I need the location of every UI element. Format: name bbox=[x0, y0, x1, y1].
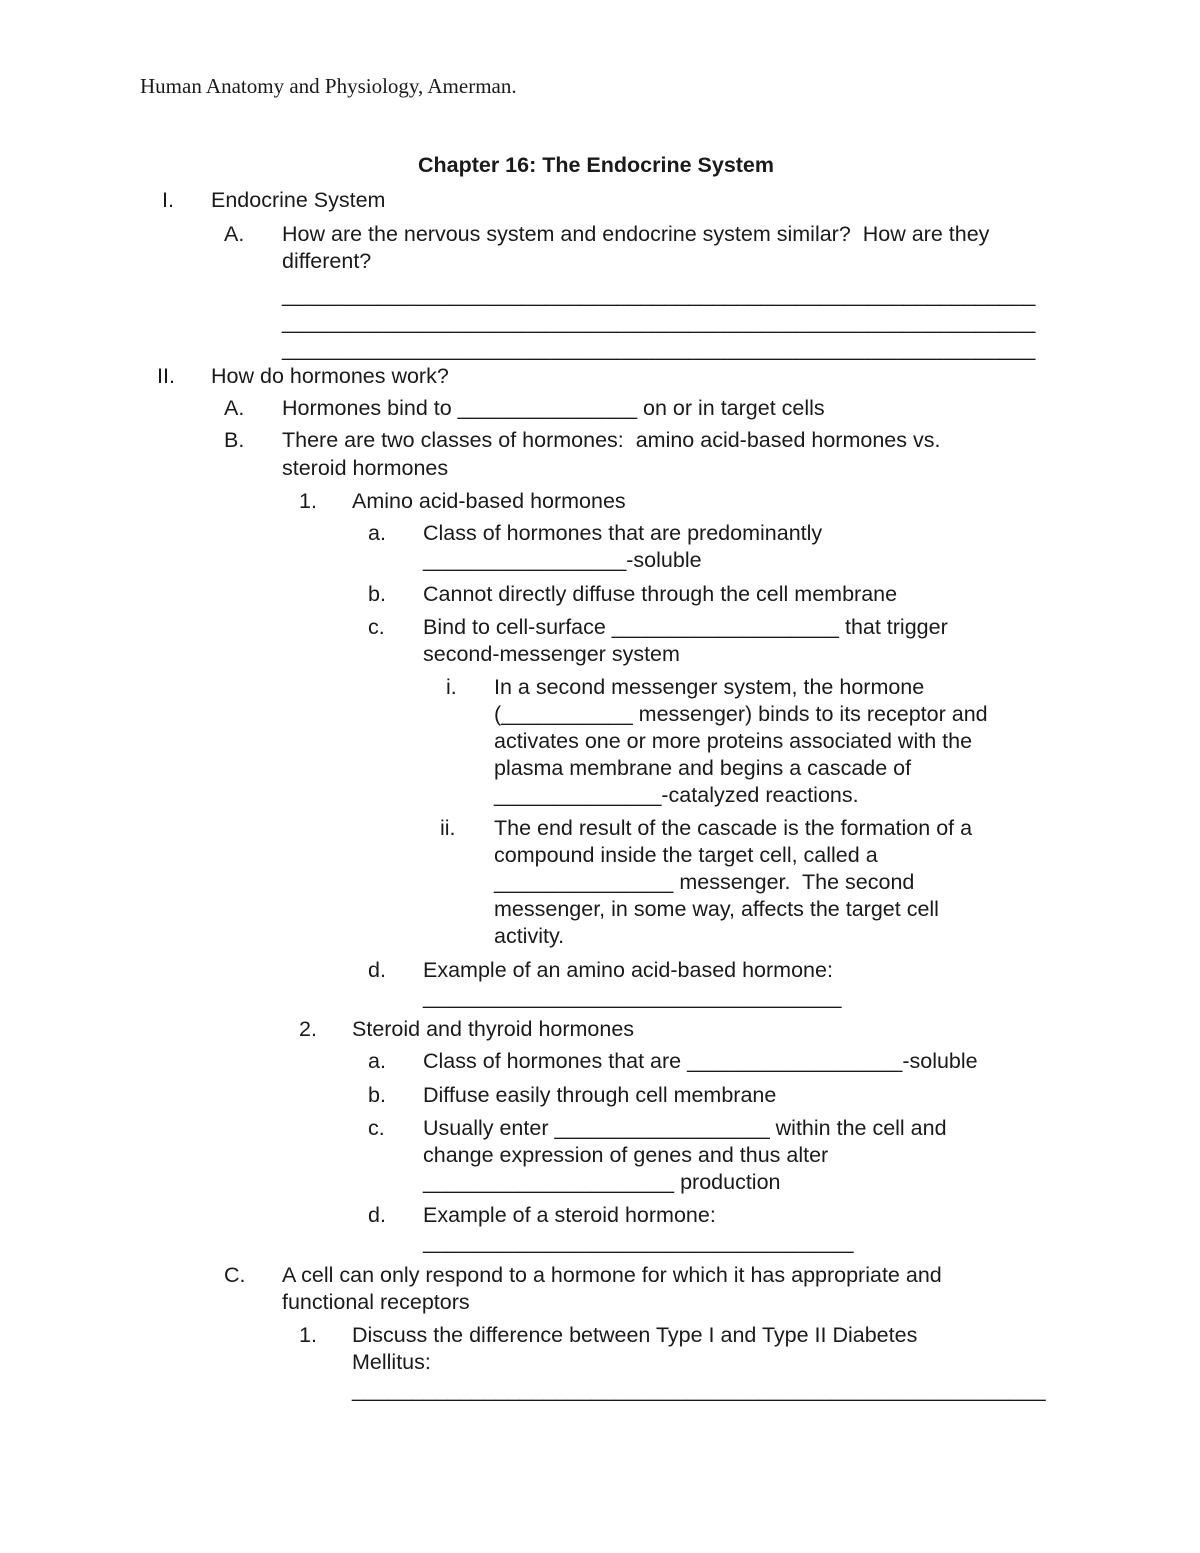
outline-marker: A. bbox=[224, 396, 245, 420]
outline-marker: a. bbox=[368, 1049, 386, 1073]
outline-marker: 1. bbox=[299, 1323, 317, 1347]
outline-text: steroid hormones bbox=[282, 456, 449, 480]
outline-marker: ii. bbox=[440, 816, 456, 840]
outline-marker: d. bbox=[368, 958, 386, 982]
outline-text: _________________-soluble bbox=[423, 548, 702, 572]
outline-text: Steroid and thyroid hormones bbox=[352, 1017, 635, 1041]
answer-blank-line: ___________________________________ bbox=[423, 985, 842, 1009]
outline-text: How are the nervous system and endocrine system similar? How are they bbox=[282, 222, 990, 246]
answer-blank-line: _______________________________________________________________ bbox=[282, 310, 1036, 334]
outline-text: _______________ messenger. The second bbox=[494, 870, 915, 894]
outline-marker: b. bbox=[368, 582, 386, 606]
outline-marker: B. bbox=[224, 428, 245, 452]
outline-marker: C. bbox=[224, 1263, 246, 1287]
outline-text: ______________-catalyzed reactions. bbox=[494, 783, 859, 807]
outline-marker: 2. bbox=[299, 1017, 317, 1041]
outline-text: Discuss the difference between Type I and Type II Diabetes bbox=[352, 1323, 918, 1347]
answer-blank-line: ____________________________________ bbox=[423, 1230, 854, 1254]
outline-marker: a. bbox=[368, 521, 386, 545]
document-header: Human Anatomy and Physiology, Amerman. bbox=[140, 74, 517, 98]
answer-blank-line: __________________________________________________________ bbox=[352, 1378, 1046, 1402]
outline-marker: i. bbox=[446, 675, 457, 699]
outline-text: Example of a steroid hormone: bbox=[423, 1203, 716, 1227]
outline-text: different? bbox=[282, 249, 372, 273]
outline-text: (___________ messenger) binds to its receptor and bbox=[494, 702, 988, 726]
outline-text: _____________________ production bbox=[423, 1170, 781, 1194]
outline-text: Mellitus: bbox=[352, 1350, 431, 1374]
outline-text: plasma membrane and begins a cascade of bbox=[494, 756, 912, 780]
page-title: Chapter 16: The Endocrine System bbox=[417, 153, 775, 177]
outline-text: Bind to cell-surface ___________________ that trigger bbox=[423, 615, 948, 639]
outline-text: Class of hormones that are __________________-soluble bbox=[423, 1049, 978, 1073]
outline-text: functional receptors bbox=[282, 1290, 470, 1314]
outline-text: Diffuse easily through cell membrane bbox=[423, 1083, 777, 1107]
outline-text: The end result of the cascade is the formation of a bbox=[494, 816, 973, 840]
outline-marker: c. bbox=[368, 1116, 385, 1140]
outline-marker: 1. bbox=[299, 489, 317, 513]
answer-blank-line: _______________________________________________________________ bbox=[282, 337, 1036, 361]
outline-text: messenger, in some way, affects the target cell bbox=[494, 897, 939, 921]
answer-blank-line: _______________________________________________________________ bbox=[282, 283, 1036, 307]
outline-text: change expression of genes and thus alter bbox=[423, 1143, 829, 1167]
outline-text: There are two classes of hormones: amino acid-based hormones vs. bbox=[282, 428, 941, 452]
outline-text: Class of hormones that are predominantly bbox=[423, 521, 823, 545]
outline-text: second-messenger system bbox=[423, 642, 680, 666]
outline-text: compound inside the target cell, called a bbox=[494, 843, 878, 867]
outline-text: A cell can only respond to a hormone for which it has appropriate and bbox=[282, 1263, 942, 1287]
outline-text: activity. bbox=[494, 924, 565, 948]
outline-marker: II. bbox=[157, 364, 175, 388]
outline-text: Usually enter __________________ within the cell and bbox=[423, 1116, 947, 1140]
outline-text: How do hormones work? bbox=[211, 364, 449, 388]
outline-text: Endocrine System bbox=[211, 188, 386, 212]
outline-marker: c. bbox=[368, 615, 385, 639]
outline-text: Amino acid-based hormones bbox=[352, 489, 626, 513]
outline-text: Cannot directly diffuse through the cell membrane bbox=[423, 582, 898, 606]
outline-text: Hormones bind to _______________ on or in target cells bbox=[282, 396, 825, 420]
outline-marker: b. bbox=[368, 1083, 386, 1107]
outline-text: In a second messenger system, the hormone bbox=[494, 675, 925, 699]
outline-text: activates one or more proteins associated with the bbox=[494, 729, 973, 753]
outline-marker: d. bbox=[368, 1203, 386, 1227]
outline-marker: A. bbox=[224, 222, 245, 246]
outline-text: Example of an amino acid-based hormone: bbox=[423, 958, 833, 982]
outline-marker: I. bbox=[162, 188, 174, 212]
